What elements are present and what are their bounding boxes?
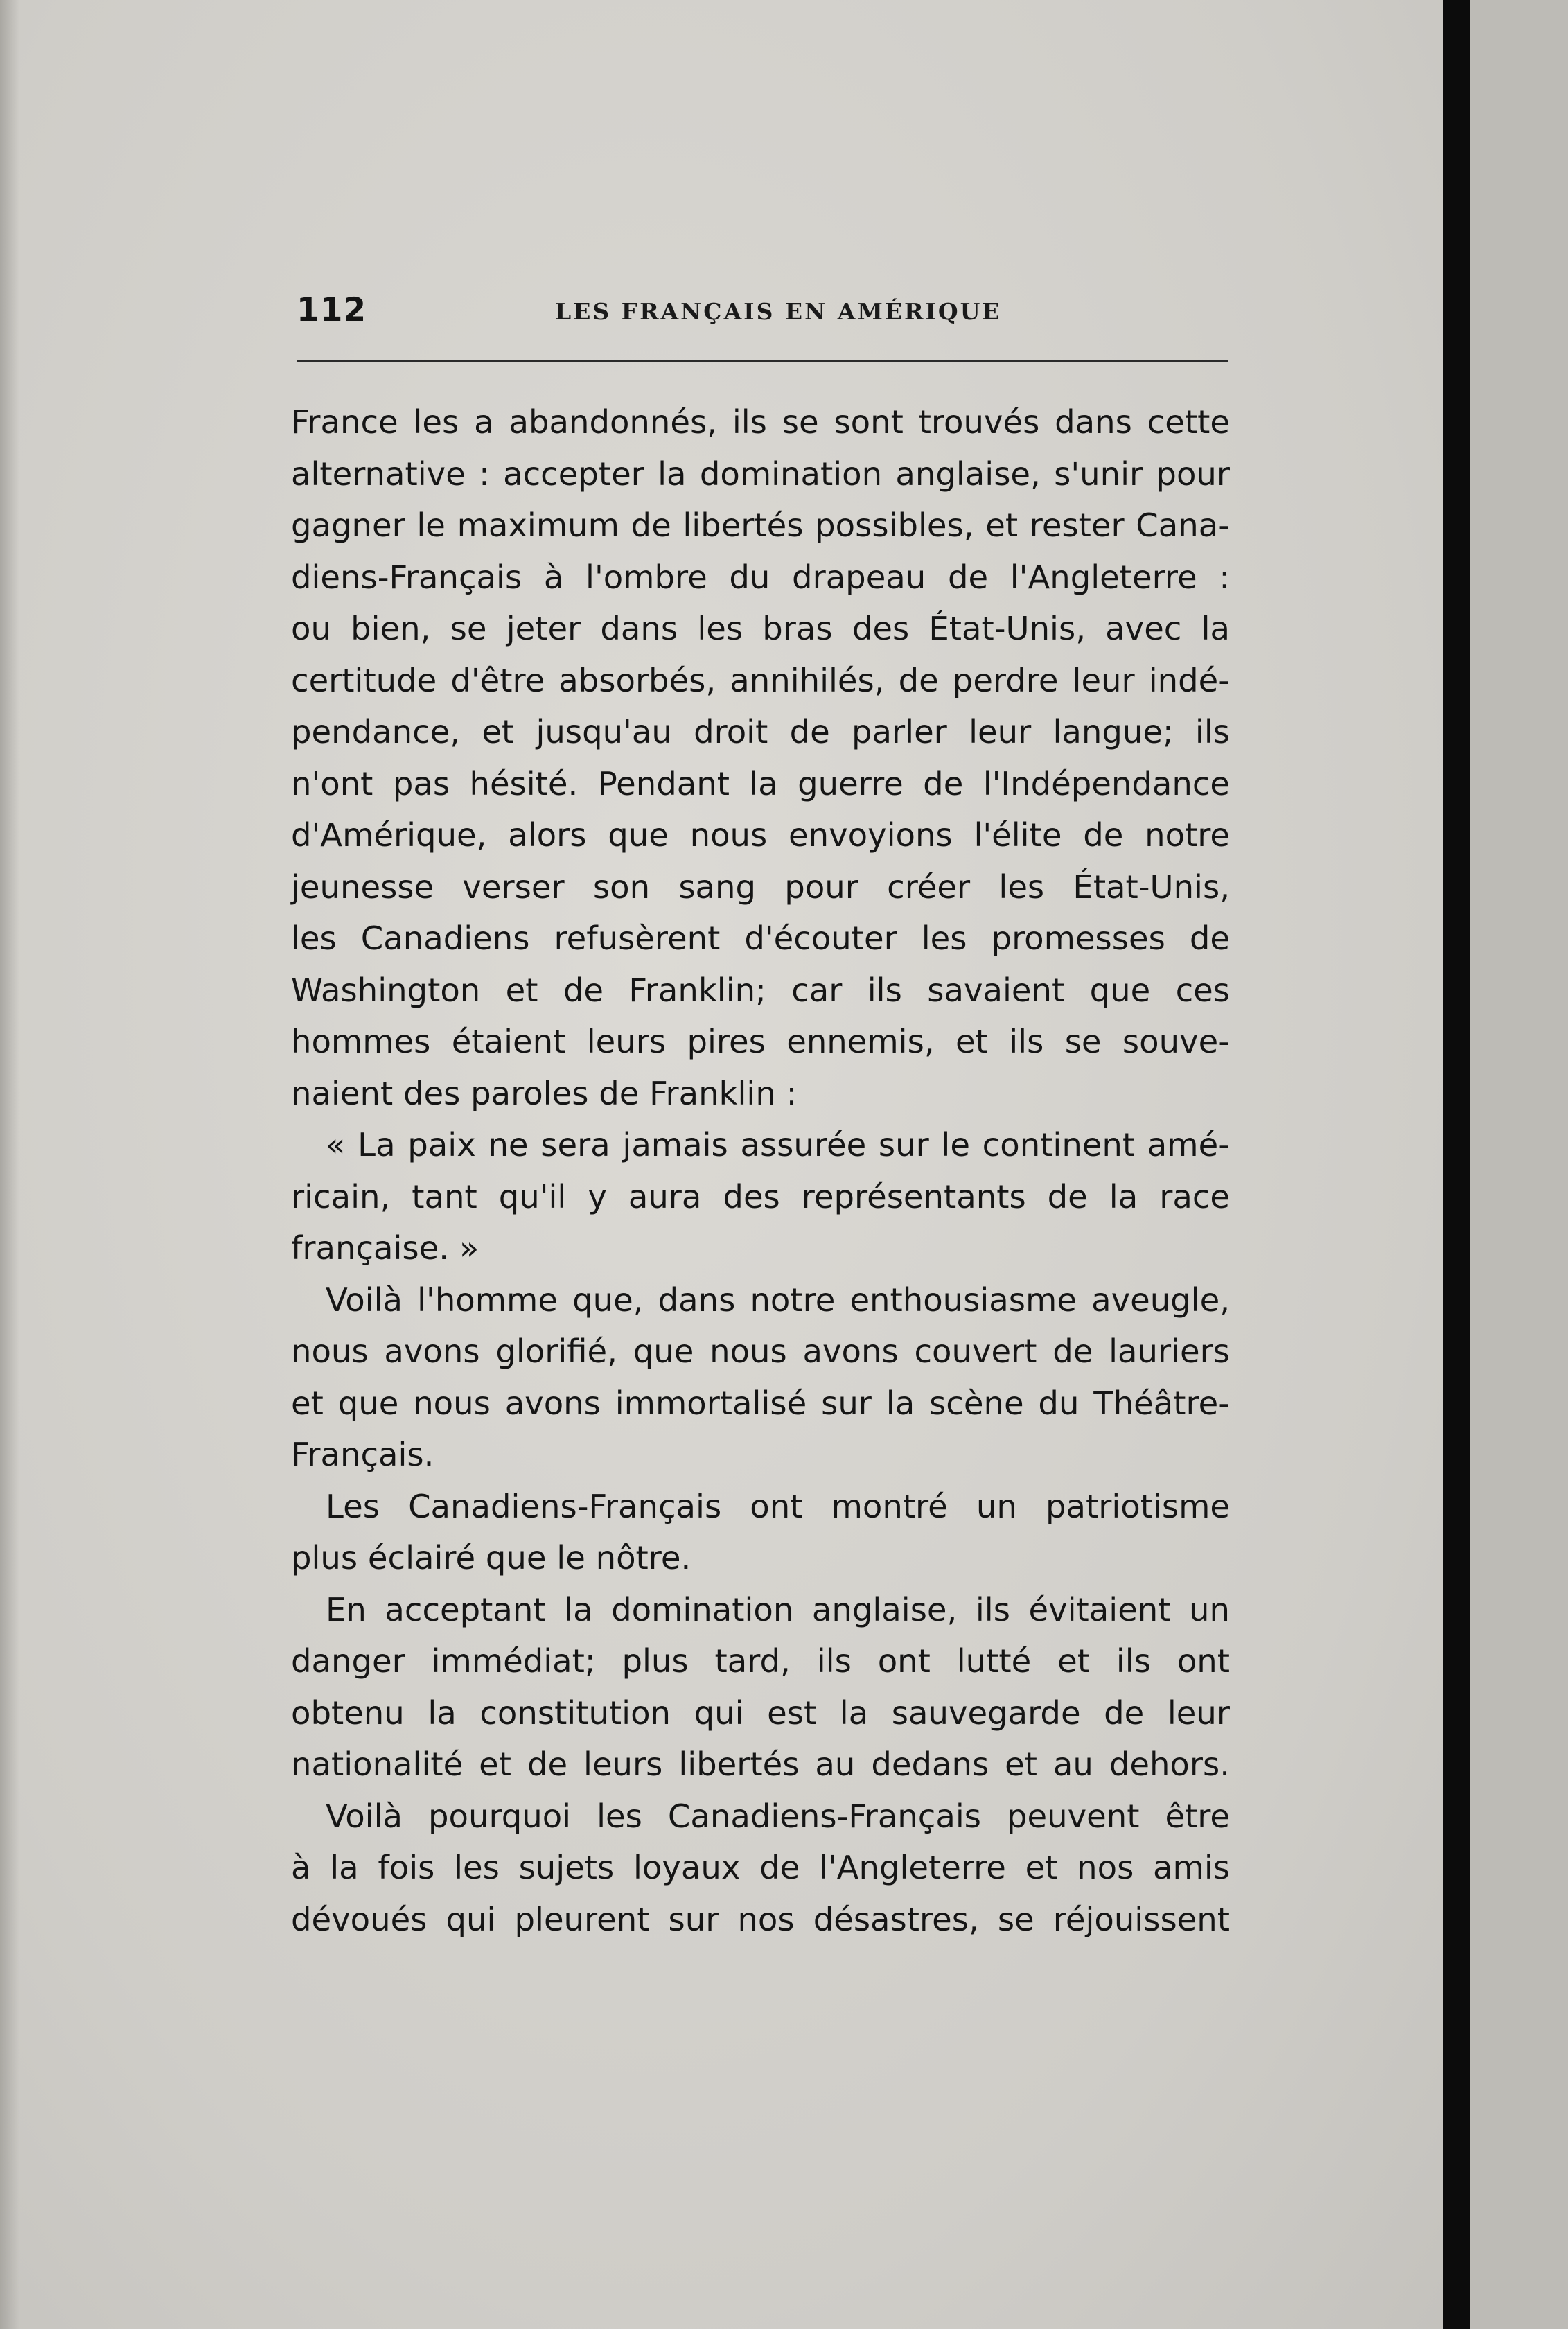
- text-line: alternative : accepter la domination anglaise, s'unir pour: [291, 455, 1230, 493]
- text-line: nationalité et de leurs libertés au dedans et au dehors.: [291, 1746, 1230, 1783]
- text-line: et que nous avons immortalisé sur la scène du Théâtre-: [291, 1384, 1230, 1422]
- text-line: pendance, et jusqu'au droit de parler leur langue; ils: [291, 713, 1230, 750]
- page-gutter-shadow: [0, 0, 19, 2329]
- text-line: diens-Français à l'ombre du drapeau de l'Angleterre :: [291, 558, 1230, 596]
- text-line: France les a abandonnés, ils se sont trouvés dans cette: [291, 403, 1230, 441]
- text-line: Voilà pourquoi les Canadiens-Français peuvent être: [326, 1797, 1230, 1835]
- quote-line: française. »: [291, 1229, 479, 1267]
- text-line: à la fois les sujets loyaux de l'Angleterre et nos amis: [291, 1849, 1230, 1886]
- text-line: certitude d'être absorbés, annihilés, de perdre leur indé-: [291, 661, 1230, 699]
- text-line: danger immédiat; plus tard, ils ont lutté et ils ont: [291, 1642, 1230, 1680]
- quote-line: « La paix ne sera jamais assurée sur le continent amé-: [326, 1126, 1230, 1163]
- text-line: En acceptant la domination anglaise, ils évitaient un: [326, 1590, 1230, 1628]
- text-line: dévoués qui pleurent sur nos désastres, se réjouissent: [291, 1900, 1230, 1938]
- underlying-page: [1470, 0, 1568, 2329]
- running-head: [297, 291, 1228, 335]
- text-line: obtenu la constitution qui est la sauvegarde de leur: [291, 1694, 1230, 1732]
- header-rule: [297, 360, 1228, 362]
- quote-line: ricain, tant qu'il y aura des représentants de la race: [291, 1177, 1230, 1215]
- text-line: Washington et de Franklin; car ils savaient que ces: [291, 971, 1230, 1009]
- text-line: hommes étaient leurs pires ennemis, et ils se souve-: [291, 1023, 1230, 1060]
- text-line: Français.: [291, 1436, 434, 1473]
- text-line: naient des paroles de Franklin :: [291, 1074, 798, 1112]
- body-text: [291, 396, 1230, 1945]
- text-line: n'ont pas hésité. Pendant la guerre de l'Indépendance: [291, 764, 1230, 802]
- text-line: ou bien, se jeter dans les bras des État-Unis, avec la: [291, 610, 1230, 647]
- running-title: LES FRANÇAIS EN AMÉRIQUE: [555, 298, 1002, 325]
- text-line: jeunesse verser son sang pour créer les État-Unis,: [291, 868, 1230, 906]
- text-line: Les Canadiens-Français ont montré un patriotisme: [326, 1487, 1230, 1525]
- text-line: nous avons glorifié, que nous avons couvert de lauriers: [291, 1333, 1230, 1370]
- text-line: plus éclairé que le nôtre.: [291, 1539, 691, 1576]
- page-edge-shadow: [1443, 0, 1470, 2329]
- text-line: d'Amérique, alors que nous envoyions l'élite de notre: [291, 816, 1230, 854]
- page-number: 112: [297, 291, 367, 329]
- text-line: gagner le maximum de libertés possibles, et rester Cana-: [291, 507, 1230, 544]
- text-line: Voilà l'homme que, dans notre enthousiasme aveugle,: [326, 1281, 1230, 1319]
- text-line: les Canadiens refusèrent d'écouter les promesses de: [291, 920, 1230, 957]
